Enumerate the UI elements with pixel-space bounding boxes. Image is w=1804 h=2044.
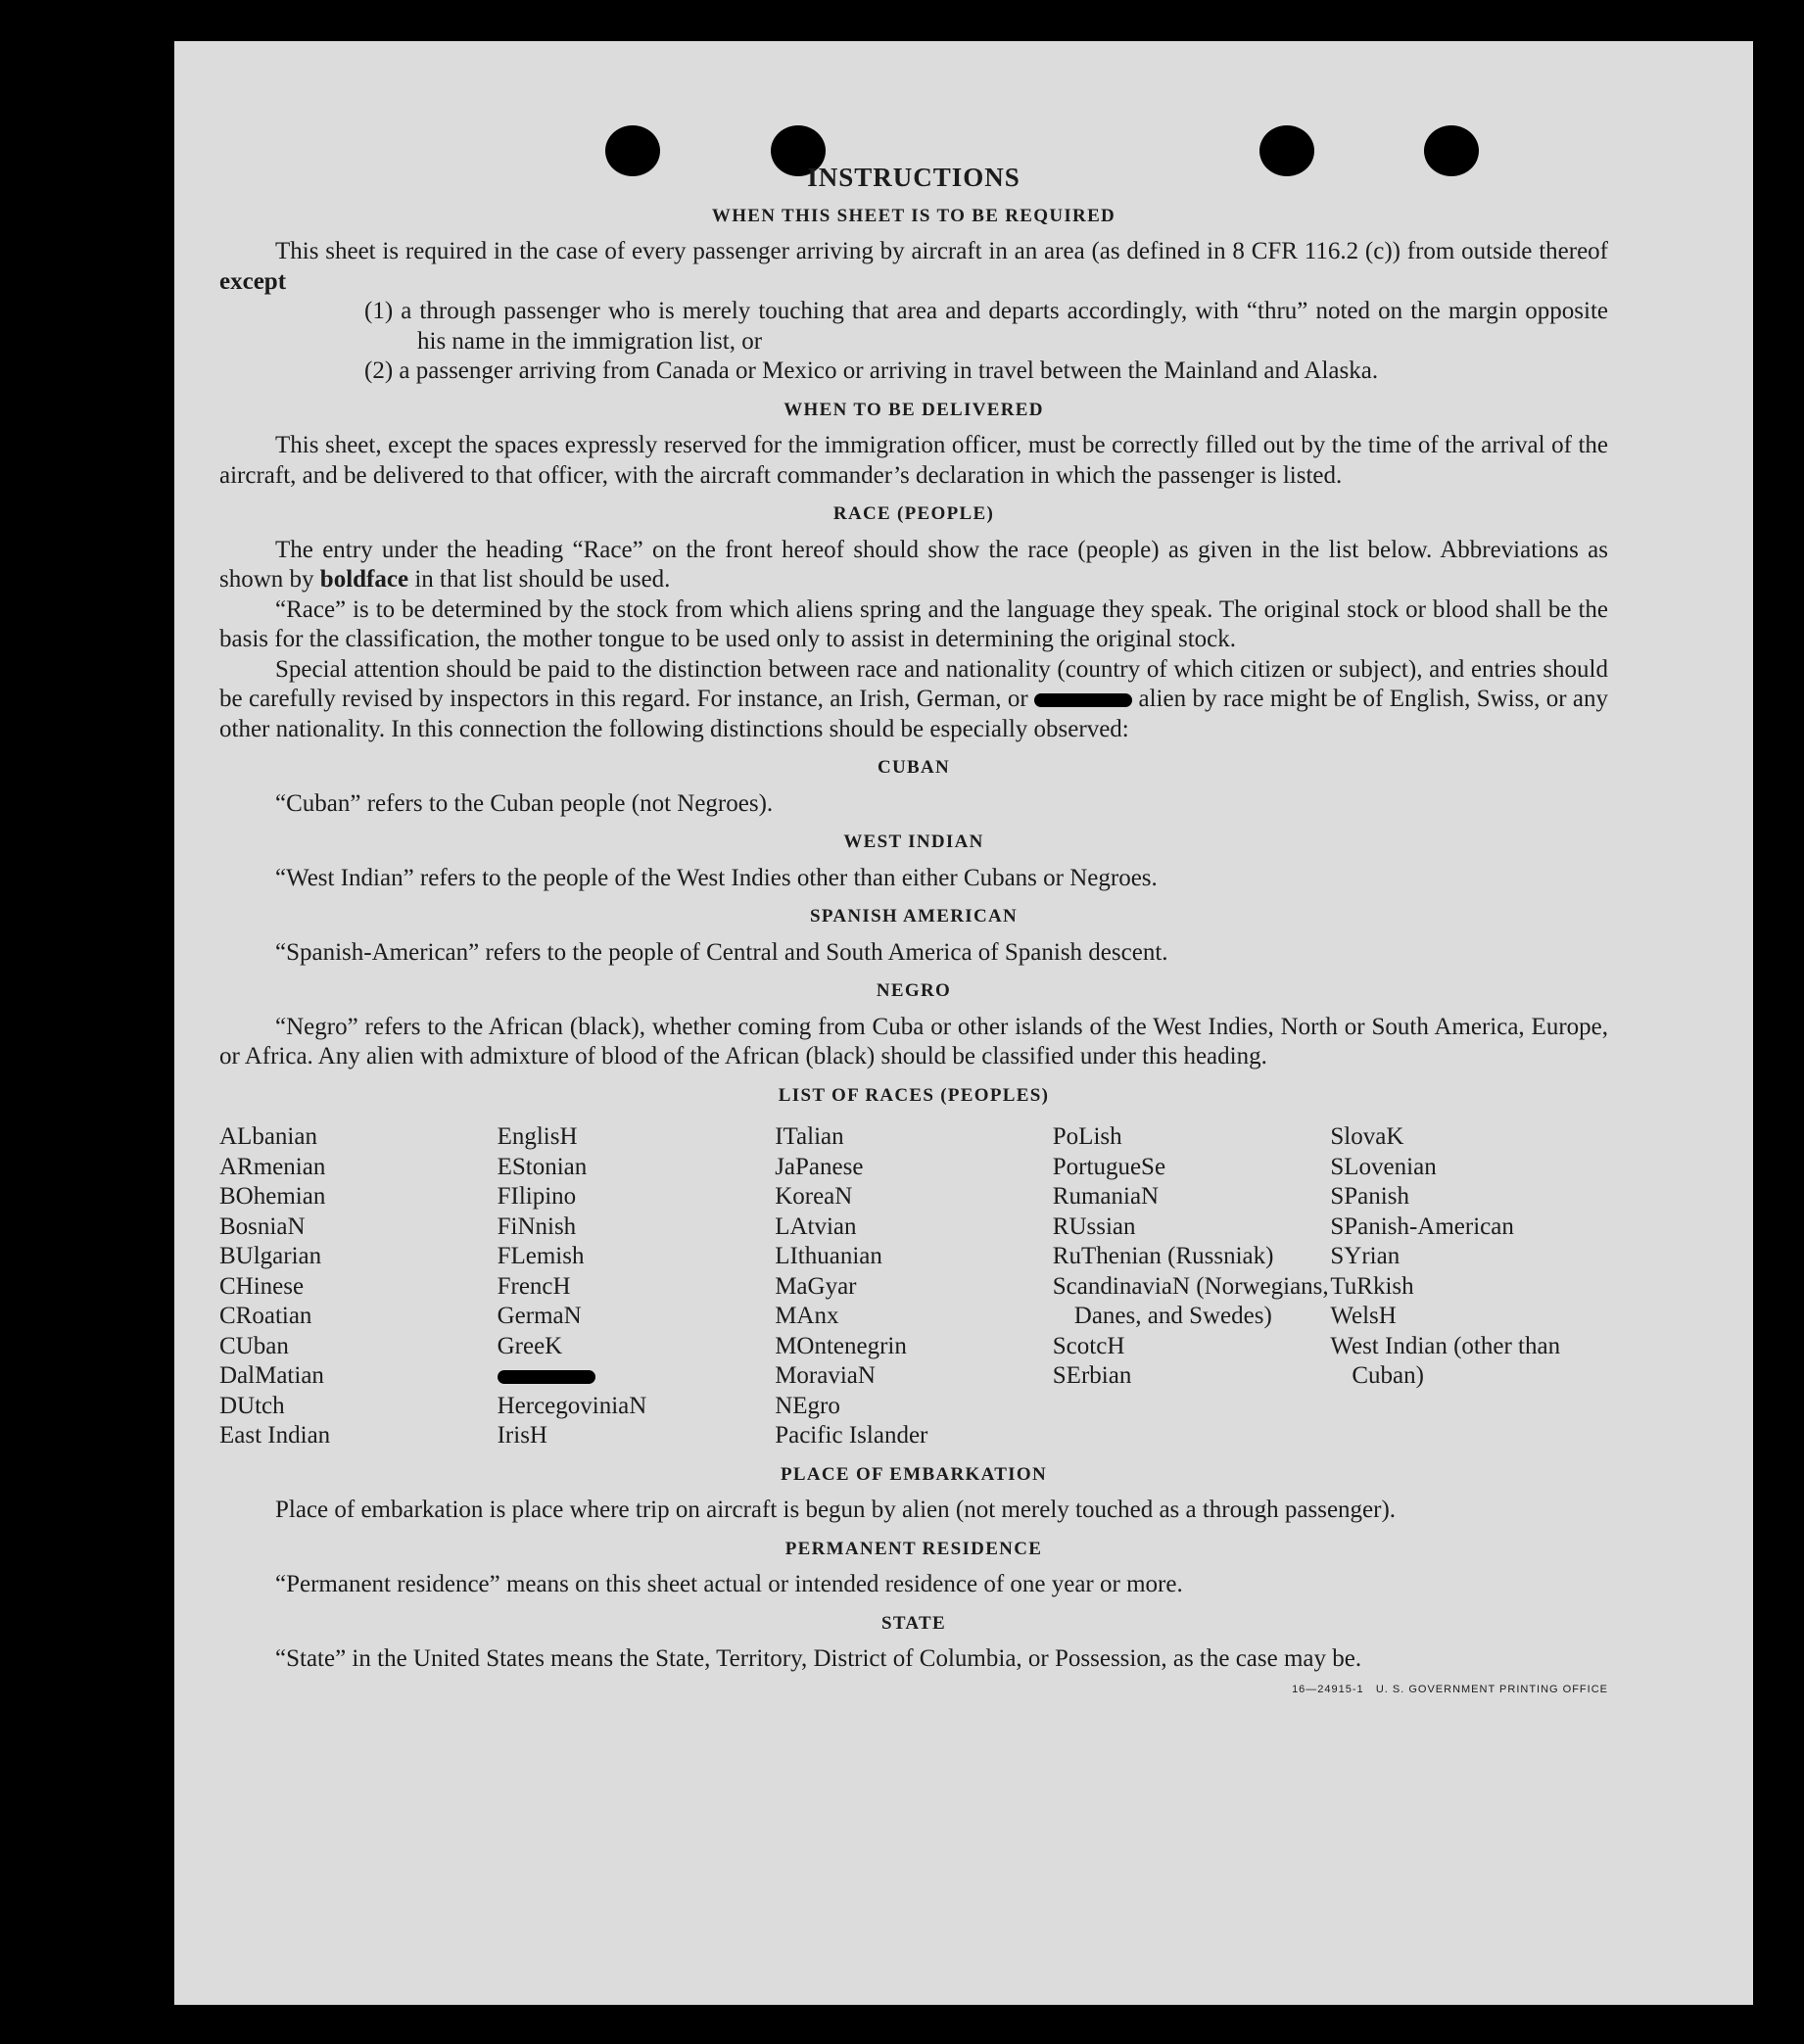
- race-item: CRoatian: [219, 1303, 312, 1329]
- race-item: FIlipino: [497, 1183, 577, 1210]
- race-item: ARmenian: [219, 1153, 326, 1180]
- race-item: FiNnish: [497, 1212, 577, 1240]
- race-paragraph-1: [219, 536, 1608, 595]
- race-item: FrencH: [497, 1272, 571, 1300]
- race-item: IrisH: [497, 1422, 547, 1449]
- redaction-mark: [1034, 693, 1132, 707]
- race-item: PortugueSe: [1052, 1153, 1166, 1180]
- race-item: MOntenegrin: [775, 1332, 907, 1359]
- race-item: WelsH: [1330, 1303, 1397, 1329]
- delivered-paragraph: This sheet, except the spaces expressly reserved for the immigration officer, must be correctly filled out by the time of the arrival of the aircraft, and be delivered to that officer, with the aircraft commander’s declaration in which the passenger is listed.: [219, 432, 1608, 489]
- required-item-2: [219, 357, 1608, 387]
- required-item-1: [219, 297, 1608, 357]
- instructions-document: [219, 163, 1608, 1704]
- heading-race: RACE (PEOPLE): [832, 503, 995, 524]
- document-title: INSTRUCTIONS: [807, 163, 1021, 192]
- race-text: in that list should be used.: [414, 566, 671, 593]
- footer: [219, 1675, 1608, 1705]
- races-column-1: [219, 1122, 498, 1451]
- race-item: GermaN: [497, 1303, 582, 1329]
- races-column-5: [1330, 1122, 1608, 1451]
- race-item: BosniaN: [219, 1212, 306, 1240]
- required-paragraph: [219, 237, 1608, 297]
- race-item: ScandinaviaN (Norwegians, Danes, and Swedes): [1052, 1272, 1329, 1329]
- item-text: a through passenger who is merely touching that area and departs accordingly, with “thru” noted on the margin opposite his name in the immigration list, or: [401, 298, 1608, 355]
- race-item: FLemish: [497, 1243, 585, 1269]
- race-item: SPanish-American: [1330, 1212, 1514, 1240]
- race-item: PoLish: [1052, 1123, 1122, 1150]
- heading-cuban: CUBAN: [877, 757, 951, 778]
- redaction-mark: [498, 1370, 595, 1384]
- heading-list-of-races: LIST OF RACES (PEOPLES): [778, 1084, 1050, 1106]
- race-boldface: boldface: [319, 566, 409, 593]
- form-number: [1292, 1675, 1608, 1705]
- printer-imprint: U. S. GOVERNMENT PRINTING OFFICE: [1375, 1683, 1608, 1695]
- race-item: SPanish: [1330, 1183, 1409, 1210]
- race-item: EStonian: [497, 1153, 588, 1180]
- state-paragraph: “State” in the United States means the State, Territory, District of Columbia, or Possession, as the case may be.: [275, 1645, 1362, 1672]
- race-item: SlovaK: [1330, 1123, 1404, 1150]
- heading-permanent-residence: PERMANENT RESIDENCE: [784, 1538, 1043, 1559]
- race-item: EnglisH: [497, 1123, 578, 1150]
- west-indian-paragraph: “West Indian” refers to the people of the West Indies other than either Cubans or Negroes.: [275, 864, 1158, 891]
- item-number: (2): [364, 357, 394, 384]
- form-code: 16—24915-1: [1292, 1683, 1364, 1695]
- race-item: GreeK: [497, 1332, 563, 1359]
- item-number: (1): [364, 298, 394, 324]
- races-list: [219, 1122, 1608, 1451]
- required-text: This sheet is required in the case of every passenger arriving by aircraft in an area (as defined in 8 CFR 116.2 (c)) from outside thereof: [275, 238, 1608, 264]
- race-item: CUban: [219, 1332, 289, 1359]
- heading-west-indian: WEST INDIAN: [843, 832, 984, 852]
- race-item: East Indian: [219, 1422, 331, 1449]
- race-item: MAnx: [775, 1303, 839, 1329]
- embarkation-paragraph: Place of embarkation is place where trip on aircraft is begun by alien (not merely touched as a through passenger).: [275, 1497, 1397, 1523]
- negro-paragraph: “Negro” refers to the African (black), whether coming from Cuba or other islands of the West Indies, North or South America, Europe, or Africa. Any alien with admixture of blood of the African (black) should be classified under this heading.: [219, 1013, 1608, 1070]
- race-item: NEgro: [775, 1392, 840, 1419]
- race-item: BUlgarian: [219, 1243, 322, 1269]
- race-item: LAtvian: [775, 1212, 857, 1240]
- residence-paragraph: “Permanent residence” means on this sheet actual or intended residence of one year or more.: [275, 1571, 1183, 1597]
- race-item: HercegoviniaN: [497, 1392, 647, 1419]
- heading-when-delivered: WHEN TO BE DELIVERED: [783, 399, 1044, 420]
- race-item: RumaniaN: [1052, 1183, 1160, 1210]
- race-item: SYrian: [1330, 1243, 1400, 1269]
- race-item-redacted: [498, 1361, 776, 1392]
- race-text: The entry under the heading “Race” on the front hereof should show the race (people) as given in the list below. Abbreviations as shown by: [219, 536, 1608, 593]
- item-text: a passenger arriving from Canada or Mexico or arriving in travel between the Mainland and Alaska.: [399, 357, 1379, 384]
- race-item: ScotcH: [1052, 1332, 1125, 1359]
- race-item: KoreaN: [775, 1183, 853, 1210]
- race-item: SErbian: [1052, 1362, 1132, 1389]
- races-column-3: [775, 1122, 1053, 1451]
- race-paragraph-3: [219, 655, 1608, 745]
- race-paragraph-2: “Race” is to be determined by the stock from which aliens spring and the language they speak. The original stock or blood shall be the basis for the classification, the mother tongue to be used only to assist in determining the original stock.: [219, 595, 1608, 652]
- race-text: Special attention should be paid to the distinction between race and nationality (country of which citizen or subject), and entries should be carefully revised by inspectors in this regard. For instance, an Irish, German, or: [219, 655, 1608, 712]
- race-item: SLovenian: [1330, 1153, 1437, 1180]
- races-column-4: [1053, 1122, 1331, 1451]
- race-item: RuThenian (Russniak): [1052, 1243, 1274, 1269]
- heading-spanish-american: SPANISH AMERICAN: [809, 906, 1019, 927]
- heading-negro: NEGRO: [876, 980, 952, 1001]
- race-item: DalMatian: [219, 1362, 324, 1389]
- race-item: TuRkish: [1330, 1272, 1414, 1300]
- race-item: BOhemian: [219, 1183, 326, 1210]
- cuban-paragraph: “Cuban” refers to the Cuban people (not Negroes).: [275, 789, 774, 817]
- race-item: CHinese: [219, 1272, 305, 1300]
- races-column-2: [498, 1122, 776, 1451]
- race-item: West Indian (other than Cuban): [1330, 1332, 1561, 1389]
- race-item: MoraviaN: [775, 1362, 876, 1389]
- heading-when-required: WHEN THIS SHEET IS TO BE REQUIRED: [711, 205, 1116, 226]
- race-item: ALbanian: [219, 1123, 317, 1150]
- race-item: DUtch: [219, 1392, 285, 1419]
- spanish-american-paragraph: “Spanish-American” refers to the people of Central and South America of Spanish descent.: [275, 938, 1168, 966]
- race-text: alien by race might be of English, Swiss, or any other nationality. In this connection the following distinctions should be especially observed:: [219, 686, 1609, 742]
- race-item: Pacific Islander: [775, 1422, 928, 1449]
- required-except: except: [219, 267, 287, 295]
- race-item: RUssian: [1052, 1212, 1136, 1240]
- race-item: JaPanese: [775, 1153, 864, 1180]
- race-item: MaGyar: [775, 1272, 857, 1300]
- race-item: LIthuanian: [775, 1243, 882, 1269]
- heading-embarkation: PLACE OF EMBARKATION: [781, 1463, 1047, 1485]
- race-item: ITalian: [775, 1123, 844, 1150]
- heading-state: STATE: [881, 1612, 946, 1634]
